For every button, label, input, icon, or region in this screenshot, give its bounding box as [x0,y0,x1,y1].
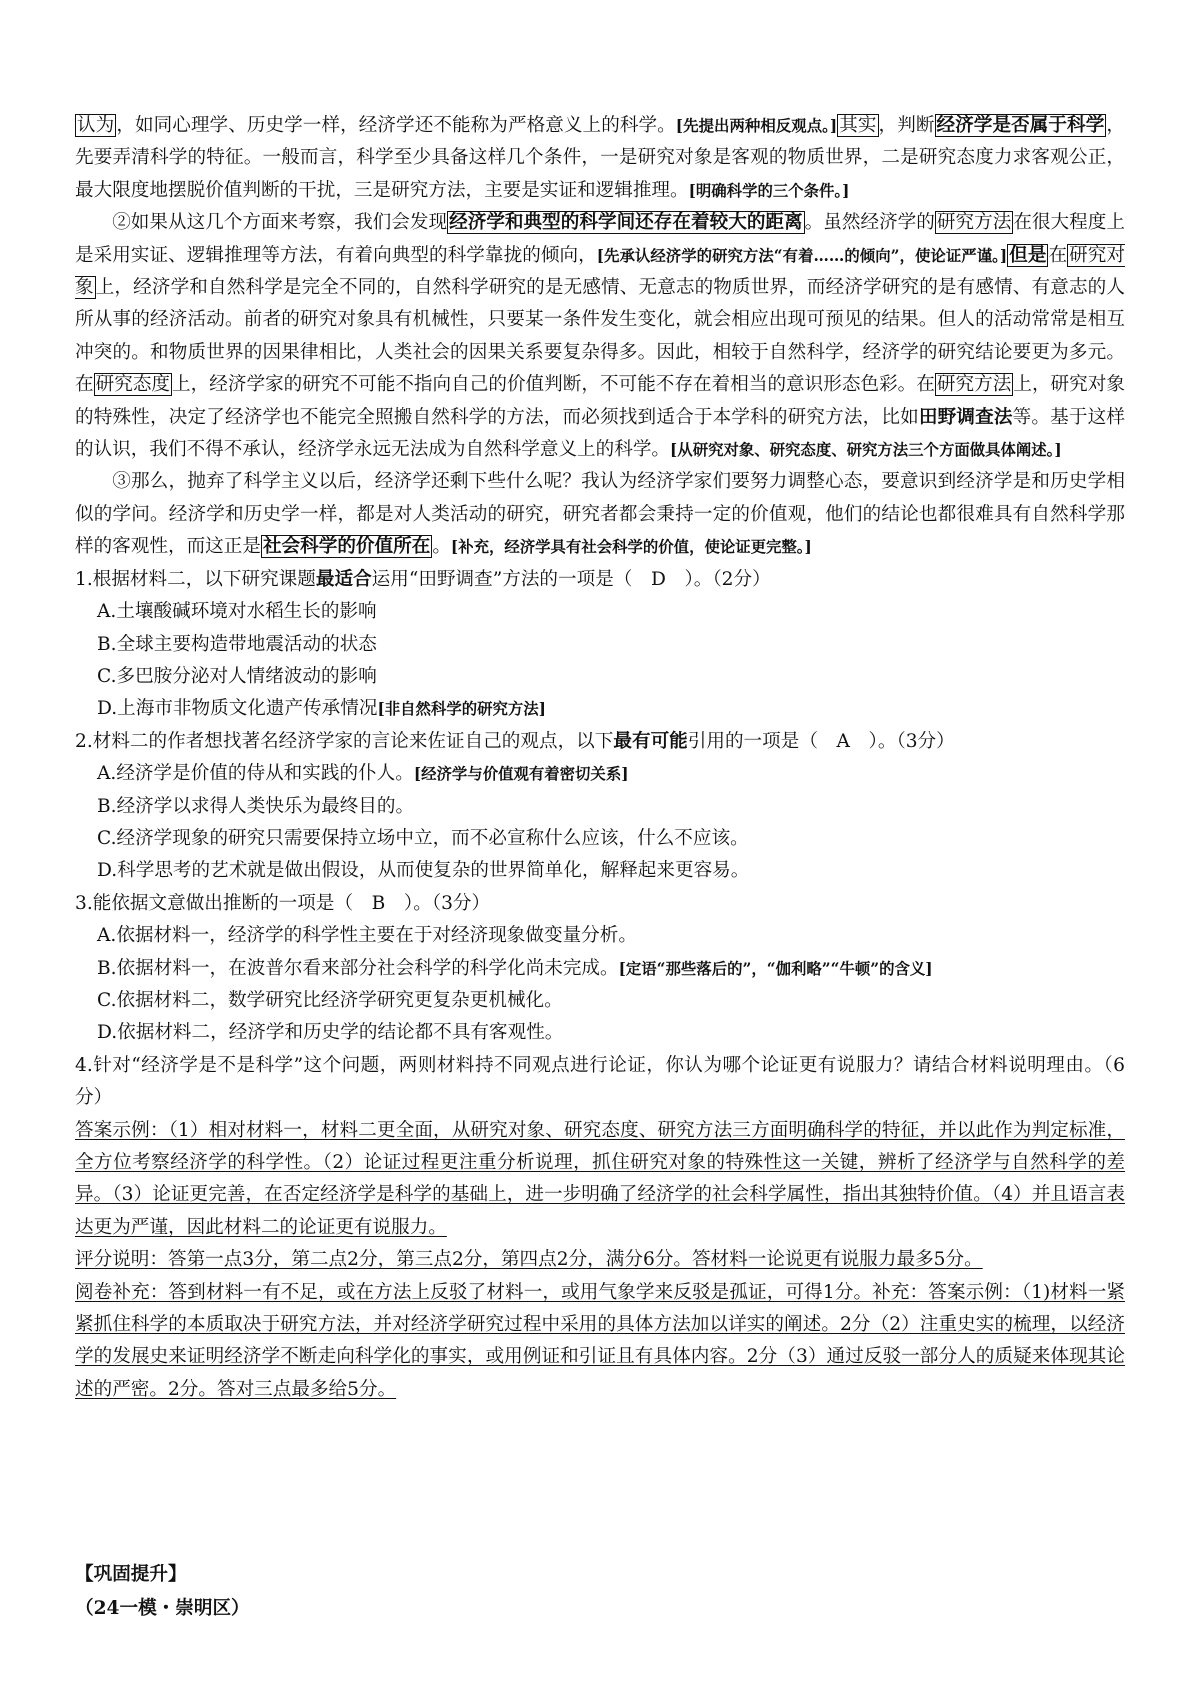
option-text: D.上海市非物质文化遗产传承情况 [97,698,378,720]
question-text: 运用“田野调查”方法的一项是（ D ）。（2分） [371,568,771,590]
annotation: [明确科学的三个条件。] [688,181,850,200]
boxed-keyword: 经济学是否属于科学 [936,115,1105,136]
section-source: （24一模・崇明区） [75,1598,250,1619]
option-text: A.经济学是价值的侍从和实践的仆人。 [97,763,414,785]
answer-option [75,629,1125,661]
passage-paragraph-3 [75,466,1125,563]
question-stem [75,726,1125,758]
passage-text: 上，经济学家的研究不可能不指向自己的价值判断，不可能不存在着相当的意识形态色彩。在 [172,374,935,396]
passage-paragraph-2 [75,207,1125,466]
passage-text: ，判断 [878,115,935,136]
question-stem [75,564,1125,596]
passage-text: 在 [1048,244,1068,266]
passage-text: ，如同心理学、历史学一样，经济学还不能称为严格意义上的科学。 [116,115,676,136]
answer-option [75,661,1125,693]
annotation: [经济学与价值观有着密切关系] [413,765,629,784]
answer-option [75,791,1125,823]
passage-text: 在很大程度上是采用实证、逻辑推理等方法，有着向典型的科学靠拢的倾向， [75,212,1125,266]
option-text: C.依据材料二，数学研究比经济学研究更复杂更机械化。 [97,989,563,1011]
question-stem [75,1050,1125,1115]
passage-text: 。 [432,536,451,558]
answer-option [75,1017,1125,1049]
boxed-keyword: 社会科学的价值所在 [262,536,431,558]
answer-option [75,985,1125,1017]
option-text: C.经济学现象的研究只需要保持立场中立，而不必宣称什么应该，什么不应该。 [97,827,749,849]
annotation: [先提出两种相反观点。] [675,117,838,135]
option-text: C.多巴胺分泌对人情绪波动的影响 [97,665,377,687]
boxed-keyword: 认为 [77,115,115,136]
document-content [75,110,1125,1406]
annotation: [从研究对象、研究态度、研究方法三个方面做具体阐述。] [670,441,1062,460]
answer-option [75,823,1125,855]
option-text: B.经济学以求得人类快乐为最终目的。 [97,795,415,817]
section-header [75,1558,250,1626]
annotation: [定语“那些落后的”，“伽利略”“牛顿”的含义] [618,959,933,978]
emphasis-keyword: 最适合 [315,568,372,590]
grading-supplement: 阅卷补充：答到材料一有不足，或在方法上反驳了材料一，或用气象学来反驳是孤证，可得1分。补充：答案示例：（1)材料一紧紧抓住科学的本质取决于研究方法，并对经济学研究过程中采用的具体方法加以详实的阐述。2分（2）注重史实的梳理，以经济学的发展史来证明经济学不断走向科学化的事实，或用例证和引证且有具体内容。2分（3）通过反驳一部分人的质疑来体现其论述的严密。2分。答对三点最多给5分。 [75,1281,1125,1400]
section-title: 【巩固提升】 [75,1564,187,1585]
annotation: [非自然科学的研究方法] [377,700,546,719]
question-text: 3.能依据文意做出推断的一项是（ B ）。（3分） [75,892,491,914]
boxed-keyword: 研究态度 [95,374,171,396]
answer-option [75,953,1125,985]
passage-text: ②如果从这几个方面来考察，我们会发现 [112,212,448,234]
bold-keyword: 田野调查法 [918,406,1013,428]
answer-block [75,1115,1125,1407]
answer-option [75,855,1125,887]
passage-text: 上，经济学和自然科学是完全不同的，自然科学研究的是无感情、无意志的物质世界，而经济学研究的是有感情、有意志的人所从事的经济活动。前者的研究对象具有机械性，只要某一条件发生变化，就会相应出现可预见的结果。但人的活动常常是相互冲突的。和物质世界的因果律相比，人类社会的因果关系要复杂得多。因此，相较于自然科学，经济学的研究结论要更为多元。在 [75,277,1125,396]
passage-text: 上，研究对象的特殊性，决定了经济学也不能完全照搬自然科学的方法，而必须找到适合于本学科的研究方法，比如 [75,374,1125,428]
boxed-keyword: 但是 [1009,244,1047,266]
option-text: B.依据材料一，在波普尔看来部分社会科学的科学化尚未完成。 [97,957,619,979]
annotation: [先承认经济学的研究方法“有着……的倾向”，使论证严谨。] [596,246,1008,265]
option-text: D.依据材料二，经济学和历史学的结论都不具有客观性。 [97,1022,564,1044]
question-text: 1.根据材料二，以下研究课题 [75,568,316,590]
boxed-keyword: 研究对象 [75,244,1125,299]
answer-option [75,596,1125,628]
boxed-keyword: 经济学和典型的科学间还存在着较大的距离 [449,212,803,234]
question-text: 4.针对“经济学是不是科学”这个问题，两则材料持不同观点进行论证，你认为哪个论证更有说服力？请结合材料说明理由。（6分） [75,1054,1125,1109]
passage-text: 。虽然经济学的 [804,212,935,234]
annotation: [补充，经济学具有社会科学的价值，使论证更完整。] [450,538,812,557]
question-stem [75,888,1125,920]
option-text: A.依据材料一，经济学的科学性主要在于对经济现象做变量分析。 [97,925,637,947]
passage-text: ，先要弄清科学的特征。一般而言，科学至少具备这样几个条件，一是研究对象是客观的物质世界，二是研究态度力求客观公正，最大限度地摆脱价值判断的干扰，三是研究方法，主要是实证和逻辑推理。 [75,115,1125,201]
boxed-keyword: 研究方法 [936,212,1012,234]
emphasis-keyword: 最有可能 [613,730,688,752]
option-text: B.全球主要构造带地震活动的状态 [97,633,377,655]
passage-text: 等。基于这样的认识，我们不得不承认，经济学永远无法成为自然科学意义上的科学。 [75,406,1125,461]
boxed-keyword: 研究方法 [936,374,1012,396]
answer-option [75,920,1125,952]
scoring-note: 评分说明：答第一点3分，第二点2分，第三点2分，第四点2分，满分6分。答材料一论说更有说服力最多5分。 [75,1249,983,1271]
option-text: A.土壤酸碱环境对水稻生长的影响 [97,601,377,623]
question-text: 2.材料二的作者想找著名经济学家的言论来佐证自己的观点，以下 [75,730,614,752]
answer-option [75,693,1125,725]
answer-example: 答案示例：（1）相对材料一，材料二更全面，从研究对象、研究态度、研究方法三方面明确科学的特征，并以此作为判定标准，全方位考察经济学的科学性。（2）论证过程更注重分析说理，抓住研究对象的特殊性这一关键，辨析了经济学与自然科学的差异。（3）论证更完善，在否定经济学是科学的基础上，进一步明确了经济学的社会科学属性，指出其独特价值。（4）并且语言表达更为严谨，因此材料二的论证更有说服力。 [75,1119,1125,1238]
option-text: D.科学思考的艺术就是做出假设，从而使复杂的世界简单化，解释起来更容易。 [97,860,750,882]
passage-paragraph-1 [75,110,1125,207]
boxed-keyword: 其实 [839,115,877,136]
passage-text: ③那么，抛弃了科学主义以后，经济学还剩下些什么呢？我认为经济学家们要努力调整心态，要意识到经济学是和历史学相似的学问。经济学和历史学一样，都是对人类活动的研究，研究者都会秉持一定的价值观，他们的结论也都很难具有自然科学那样的客观性，而这正是 [75,471,1125,558]
answer-option [75,758,1125,790]
question-list [75,564,1125,1115]
question-text: 引用的一项是（ A ）。（3分） [687,730,955,752]
